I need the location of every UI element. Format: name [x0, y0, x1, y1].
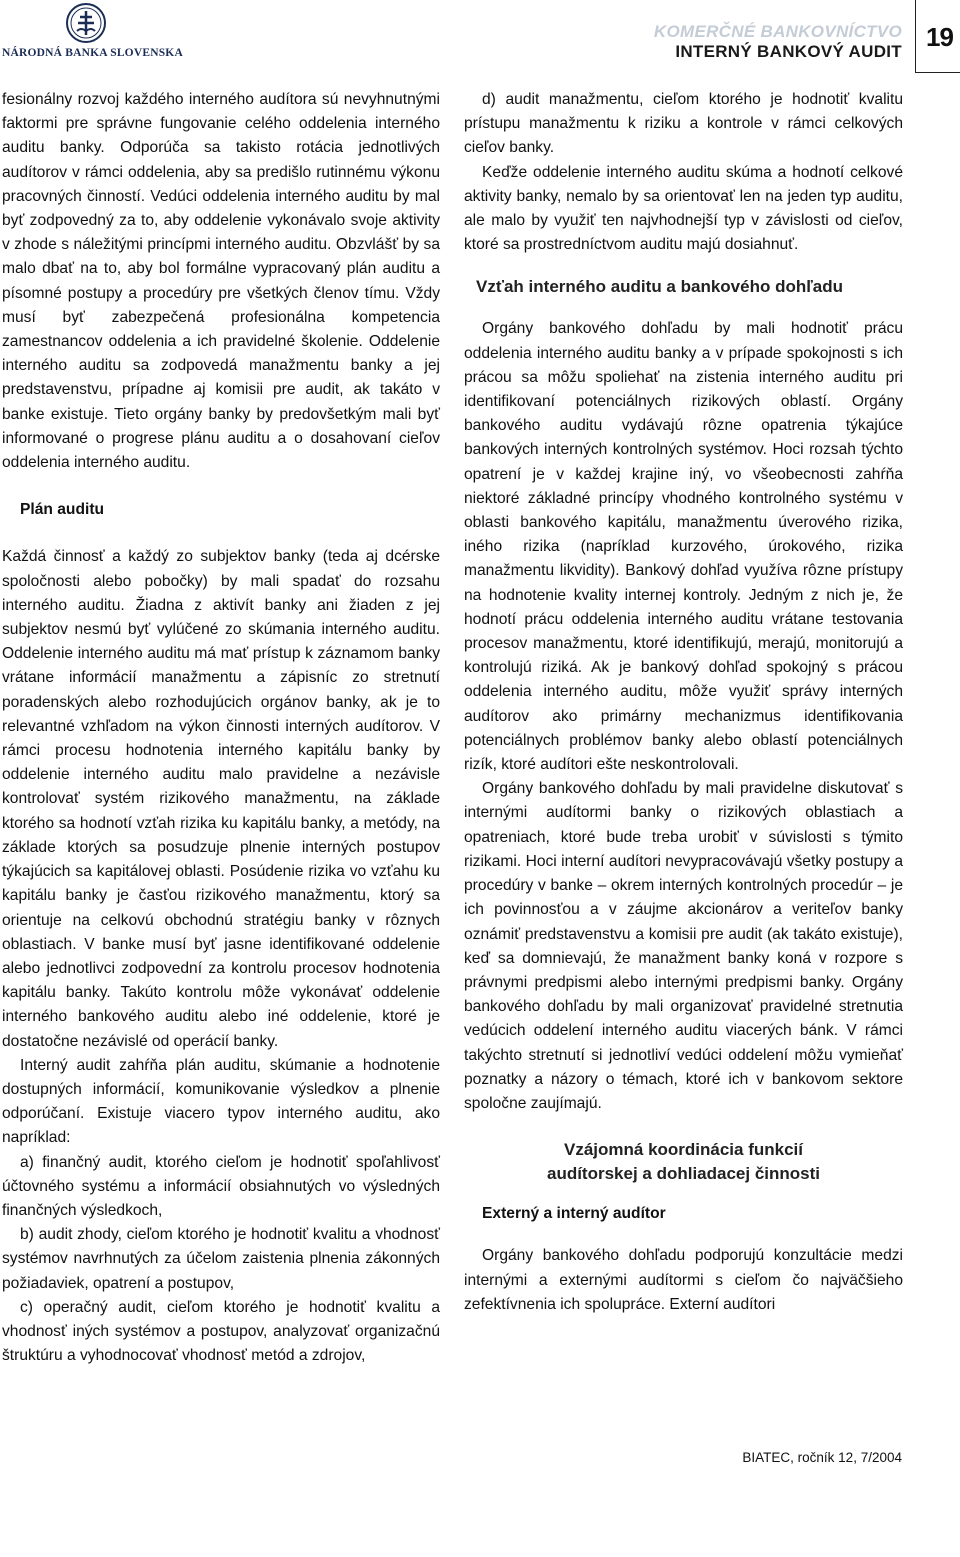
- list-item: a) finančný audit, ktorého cieľom je hodnotiť spoľahlivosť účtovného systému a informácií obsiahnutých vo výsledných finančných výsledkoch,: [2, 1153, 440, 1219]
- heading-koordinacia: [464, 1138, 903, 1186]
- list-item: c) operačný audit, cieľom ktorého je hodnotiť kvalitu a vhodnosť iných systémov a postupov, analyzovať organizačnú štruktúru a vyhodnocovať vhodnosť metód a zdrojov,: [2, 1298, 440, 1365]
- heading-line: Vzájomná koordinácia funkcií: [563, 1140, 803, 1160]
- right-column: [464, 88, 903, 1317]
- list-item: b) audit zhody, cieľom ktorého je hodnotiť kvalitu a vhodnosť systémov navrhnutých za účelom zaistenia plnenia zákonných požiadaviek, opatrení a postupov,: [2, 1226, 440, 1292]
- paragraph: Každá činnosť a každý zo subjektov banky (teda aj dcérske spoločnosti alebo pobočky) by mali spadať do rozsahu interného auditu. Žiadna z aktivít banky ani žiaden z jej subjektov nesmú byť vylúčené zo skúmania interného auditu. Oddelenie interného auditu má mať prístup k záznamom banky vrátane informácií manažmentu a zápisníc zo stretnutí poradenských alebo rozhodujúcich orgánov banky, ak je to relevantné vzhľadom na výkon činnosti interných audítorov. V rámci procesu hodnotenia interného kapitálu banky by oddelenie interného auditu malo pravidelne a nezávisle kontrolovať systém rizikového manažmentu, na základe ktorého sa hodnotí vzťah rizika ku kapitálu banky, a metódy, na základe ktorých sa posudzuje plnenie interných postupov týkajúcich sa kapitálovej oblasti. Posúdenie rizika vo vzťahu ku kapitálu banky je časťou rizikového manažmentu, ktorý sa orientuje na celkovú obchodnú stratégiu banky v rôznych oblastiach. V banke musí byť jasne identifikované oddelenie alebo jednotlivci zodpovední za kontrolu procesov hodnotenia kapitálu banky. Takúto kontrolu môže vykonávať oddelenie interného bankového auditu alebo iné oddelenie, ktoré je dostatočne nezávislé od operácií banky.: [2, 548, 440, 1050]
- section-subtitle: INTERNÝ BANKOVÝ AUDIT: [675, 42, 902, 61]
- left-column: [2, 88, 440, 1368]
- heading-vztah: Vzťah interného auditu a bankového dohľadu: [476, 277, 843, 297]
- paragraph: Orgány bankového dohľadu by mali pravidelne diskutovať s internými audítormi banky o rizikových oblastiach a opatreniach, ktoré bude treba urobiť v súvislosti s týmito rizikami. Hoci interní audítori nevypracovávajú všetky postupy a procedúry v banke – okrem interných kontrolných procedúr – je ich povinnosťou a v záujme akcionárov a veriteľov banky oznámiť predstavenstvu a komisii pre audit (ak takáto existuje), keď sa domnievajú, že manažment banky koná v rozpore s právnymi predpismi alebo internými predpismi banky. Orgány bankového dohľadu by mali organizovať pravidelné stretnutia vedúcich oddelení interného auditu viacerých bánk. V rámci takýchto stretnutí si jednotliví vedúci oddelení môžu vymieňať poznatky a názory o témach, ktoré ich v bankovom sektore spoločne zaujímajú.: [464, 780, 903, 1112]
- heading-line: audítorskej a dohliadacej činnosti: [546, 1164, 820, 1184]
- heading-externy-auditor: Externý a interný audítor: [482, 1205, 666, 1223]
- section-title: KOMERČNÉ BANKOVNÍCTVO: [653, 22, 902, 41]
- running-header: [654, 22, 902, 62]
- page-number: 19: [926, 22, 953, 52]
- list-item: d) audit manažmentu, cieľom ktorého je hodnotiť kvalitu prístupu manažmentu k riziku a kontrole v rámci celkových cieľov banky.: [464, 91, 903, 157]
- paragraph: Orgány bankového dohľadu podporujú konzultácie medzi internými a externými audítormi s cieľom čo najväčšieho zefektívnenia ich spolupráce. Externí audítori: [464, 1247, 903, 1313]
- paragraph: Interný audit zahŕňa plán auditu, skúmanie a hodnotenie dostupných informácií, komunikovanie výsledkov a plnenie odporúčaní. Existuje viacero typov interného auditu, ako napríklad:: [2, 1056, 440, 1147]
- paragraph: Orgány bankového dohľadu by mali hodnotiť prácu oddelenia interného auditu banky a v prípade spokojnosti s ich prácou sa môžu spoliehať na zistenia interného auditu pri identifikovaní potenciálnych rizikových oblastí. Orgány bankového auditu vydávajú rôzne opatrenia týkajúce bankových interných kontrolných systémov. Hoci rozsah týchto opatrení je v každej krajine iný, vo všeobecnosti zahŕňa niektoré základné princípy vhodného kontrolného systému v oblasti bankového kapitálu, manažmentu úverového rizika, iného rizika (napríklad kurzového, úrokového, rizika manažmentu likvidity). Bankový dohľad využíva rôzne prístupy na hodnotenie kvality internej kontroly. Jedným z nich je, že hodnotí prácu oddelenia interného auditu vrátane testovania procesov manažmentu, ktoré identifikujú, merajú, monitorujú a kontrolujú riziká. Ak je bankový dohľad spokojný s prácou oddelenia interného auditu, môže využiť správy interných audítorov ako primárny mechanizmus identifikovania potenciálnych problémov banky alebo oblastí potenciálnych rizík, ktoré audítori ešte neskontrolovali.: [464, 320, 903, 774]
- nbs-emblem-icon: [64, 2, 108, 44]
- footer: BIATEC, ročník 12, 7/2004: [742, 1450, 902, 1465]
- paragraph: Keďže oddelenie interného auditu skúma a hodnotí celkové aktivity banky, nemalo by sa orientovať len na jeden typ auditu, ale malo by využiť ten najvhodnejší typ v závislosti od cieľov, ktoré sa prostredníctvom auditu majú dosiahnuť.: [464, 163, 903, 254]
- page-number-box: [915, 0, 960, 73]
- heading-plan-auditu: Plán auditu: [20, 501, 105, 519]
- paragraph: fesionálny rozvoj každého interného audítora sú nevyhnutnými faktormi pre správne fungovanie celého oddelenia interného auditu banky. Odporúča sa takisto rotácia jednotlivých audítorov v rámci oddelenia, aby sa predišlo rutinnému výkonu pracovných činností. Vedúci oddelenia interného auditu by mal byť zodpovedný za to, aby oddelenie vykonávalo svoje aktivity v zhode s náležitými princípmi interného auditu. Obzvlášť by sa malo dbať na to, aby bol formálne vypracovaný plán auditu a písomné postupy a procedúry pre všetkých členov tímu. Vždy musí byť zabezpečená profesionálna kompetencia zamestnancov oddelenia a ich pravidelné školenie. Oddelenie interného auditu sa zodpovedá manažmentu banky a jej predstavenstvu, prípadne aj komisii pre audit, ak takáto v banke existuje. Tieto orgány banky by predovšetkým mali byť informované o progrese plánu auditu a o dosahovaní cieľov oddelenia interného auditu.: [2, 91, 440, 472]
- logo-text: NÁRODNÁ BANKA SLOVENSKA: [2, 47, 183, 59]
- nbs-logo: [2, 2, 183, 62]
